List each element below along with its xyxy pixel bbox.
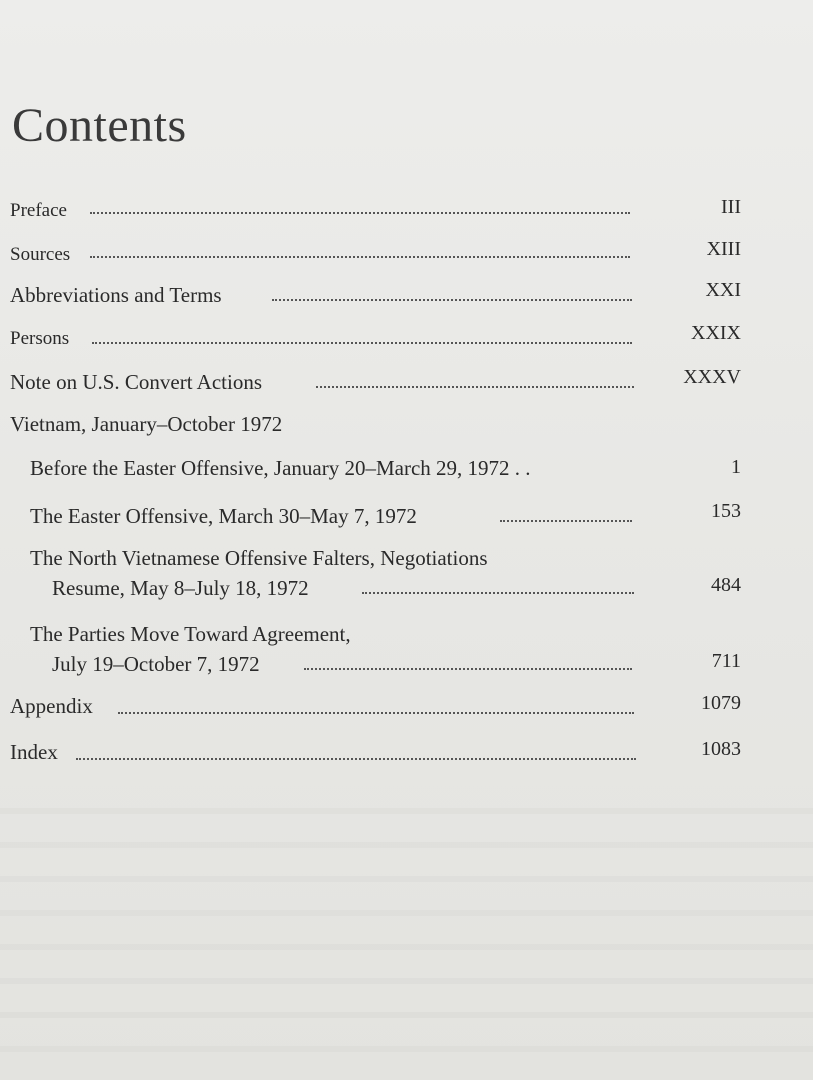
toc-entry-offensive-falters[interactable]	[0, 544, 813, 608]
toc-entry-label: Appendix	[10, 694, 93, 718]
toc-entry-page: 711	[711, 650, 741, 672]
toc-entry-before-easter[interactable]	[0, 454, 813, 488]
dot-leader	[92, 340, 632, 344]
toc-entry-preface[interactable]	[0, 196, 813, 230]
toc-entry-page: XXIX	[691, 322, 741, 344]
dot-leader	[500, 518, 632, 522]
toc-entry-label: Abbreviations and Terms	[10, 283, 222, 307]
toc-entry-label-line-2: Resume, May 8–July 18, 1972	[52, 576, 309, 600]
toc-entry-label: Index	[10, 740, 58, 764]
dot-leader	[90, 210, 630, 214]
page-title: Contents	[12, 99, 187, 152]
toc-entry-abbreviations[interactable]	[0, 279, 813, 313]
dot-leader	[304, 666, 632, 670]
dot-leader	[76, 756, 636, 760]
dot-leader	[362, 590, 634, 594]
toc-entry-appendix[interactable]	[0, 692, 813, 726]
toc-entry-page: 1083	[701, 738, 741, 760]
toc-entry-label: Preface	[10, 200, 67, 221]
page-bleed-through	[0, 780, 813, 1080]
toc-entry-label-line-1: The North Vietnamese Offensive Falters, Negotiations	[30, 546, 488, 570]
toc-entry-persons[interactable]	[0, 322, 813, 356]
dot-leader	[316, 384, 634, 388]
toc-entry-page: XXI	[705, 279, 741, 301]
toc-entry-label-line-1: The Parties Move Toward Agreement,	[30, 622, 351, 646]
dot-leader	[118, 710, 634, 714]
toc-entry-move-toward-agreement[interactable]	[0, 620, 813, 684]
toc-entry-label: Note on U.S. Convert Actions	[10, 370, 262, 394]
toc-entry-page: 1079	[701, 692, 741, 714]
toc-entry-page: XIII	[706, 238, 741, 260]
toc-entry-page: III	[721, 196, 741, 218]
toc-entry-sources[interactable]	[0, 238, 813, 272]
toc-entry-label: Persons	[10, 328, 70, 349]
toc-entry-index[interactable]	[0, 738, 813, 772]
toc-entry-page: 1	[731, 456, 741, 478]
toc-entry-label-line-2: July 19–October 7, 1972	[52, 652, 260, 676]
dot-leader	[272, 297, 632, 301]
dot-leader	[90, 254, 630, 258]
toc-entry-label: Before the Easter Offensive, January 20–March 29, 1972 . .	[30, 456, 531, 480]
toc-entry-label: Sources	[10, 244, 71, 265]
toc-entry-note-covert-actions[interactable]	[0, 366, 813, 400]
toc-entry-page: 484	[711, 574, 741, 596]
toc-entry-easter-offensive[interactable]	[0, 500, 813, 534]
toc-entry-page: 153	[711, 500, 741, 522]
toc-entry-label: The Easter Offensive, March 30–May 7, 1972	[30, 504, 417, 528]
section-heading: Vietnam, January–October 1972	[10, 412, 283, 436]
toc-entry-page: XXXV	[683, 366, 741, 388]
